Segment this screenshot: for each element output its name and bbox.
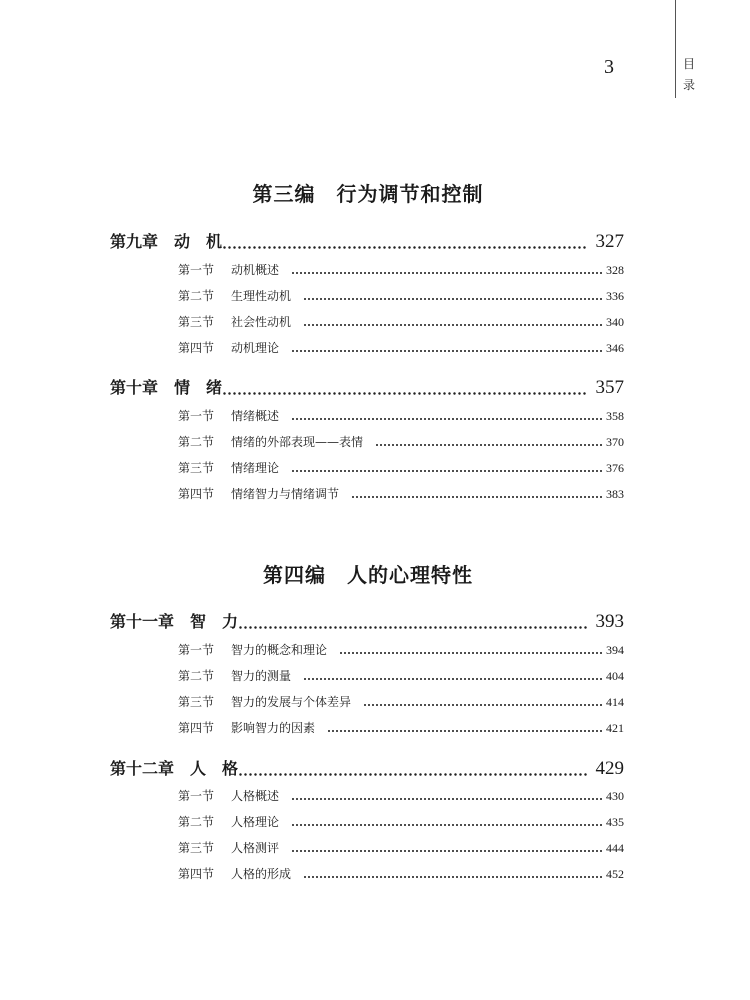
section-page-number: 452 [606, 867, 624, 881]
dot-leader [291, 459, 602, 477]
dot-leader [363, 693, 602, 711]
section-number: 第二节 [178, 669, 215, 683]
chapter-entry[interactable] [110, 609, 624, 635]
side-section-tab: 目录 [682, 57, 695, 92]
section-number: 第四节 [178, 487, 215, 501]
section-number: 第四节 [178, 341, 215, 355]
dot-leader [303, 313, 602, 331]
section-title: 智力的概念和理论 [231, 643, 328, 657]
section-entry[interactable] [178, 813, 624, 831]
chapter-number: 第十章 [110, 378, 159, 397]
chapter-title: 智 力 [190, 612, 239, 631]
section-title: 情绪智力与情绪调节 [231, 487, 340, 501]
dot-leader [238, 756, 587, 782]
dot-leader [303, 865, 602, 883]
section-entry[interactable] [178, 865, 624, 883]
dot-leader [351, 485, 602, 503]
chapter-page-number: 357 [595, 377, 624, 398]
section-entry[interactable] [178, 485, 624, 503]
section-title: 人格理论 [231, 815, 280, 829]
section-entry[interactable] [178, 641, 624, 659]
section-page-number: 404 [606, 669, 624, 683]
section-entry[interactable] [178, 313, 624, 331]
section-page-number: 346 [606, 341, 624, 355]
dot-leader [222, 229, 587, 255]
dot-leader [375, 433, 602, 451]
dot-leader [291, 813, 602, 831]
section-number: 第四节 [178, 721, 215, 735]
section-entry[interactable] [178, 339, 624, 357]
chapter-number: 第十二章 [110, 759, 175, 778]
section-page-number: 340 [606, 315, 624, 329]
section-title: 人格概述 [231, 789, 280, 803]
section-number: 第三节 [178, 315, 215, 329]
section-page-number: 435 [606, 815, 624, 829]
chapter-number: 第九章 [110, 232, 159, 251]
section-title: 情绪的外部表现——表情 [231, 435, 364, 449]
chapter-page-number: 393 [595, 611, 624, 632]
section-number: 第一节 [178, 643, 215, 657]
dot-leader [238, 609, 587, 635]
dot-leader [291, 261, 602, 279]
section-page-number: 394 [606, 643, 624, 657]
section-title: 动机概述 [231, 263, 280, 277]
section-entry[interactable] [178, 407, 624, 425]
section-page-number: 414 [606, 695, 624, 709]
section-title: 影响智力的因素 [231, 721, 316, 735]
chapter-number: 第十一章 [110, 612, 175, 631]
section-number: 第三节 [178, 695, 215, 709]
section-title: 动机理论 [231, 341, 280, 355]
section-page-number: 336 [606, 289, 624, 303]
dot-leader [291, 407, 602, 425]
section-page-number: 383 [606, 487, 624, 501]
chapter-entry[interactable] [110, 375, 624, 401]
section-title: 智力的测量 [231, 669, 292, 683]
section-entry[interactable] [178, 839, 624, 857]
section-number: 第一节 [178, 409, 215, 423]
section-title: 社会性动机 [231, 315, 292, 329]
section-page-number: 370 [606, 435, 624, 449]
section-page-number: 444 [606, 841, 624, 855]
section-entry[interactable] [178, 719, 624, 737]
chapter-entry[interactable] [110, 229, 624, 255]
section-entry[interactable] [178, 261, 624, 279]
chapter-title: 动 机 [174, 232, 223, 251]
section-entry[interactable] [178, 667, 624, 685]
chapter-entry[interactable] [110, 756, 624, 782]
section-number: 第三节 [178, 841, 215, 855]
section-title: 人格测评 [231, 841, 280, 855]
section-title: 人格的形成 [231, 867, 292, 881]
section-entry[interactable] [178, 433, 624, 451]
side-divider-line [675, 0, 676, 98]
section-page-number: 376 [606, 461, 624, 475]
section-number: 第一节 [178, 263, 215, 277]
dot-leader [291, 339, 602, 357]
chapter-title: 人 格 [190, 759, 239, 778]
dot-leader [303, 287, 602, 305]
section-entry[interactable] [178, 459, 624, 477]
part-title: 第三编 行为调节和控制 [252, 182, 484, 206]
section-page-number: 430 [606, 789, 624, 803]
dot-leader [291, 839, 602, 857]
section-number: 第二节 [178, 289, 215, 303]
section-page-number: 328 [606, 263, 624, 277]
section-title: 生理性动机 [231, 289, 292, 303]
section-number: 第二节 [178, 815, 215, 829]
section-entry[interactable] [178, 787, 624, 805]
section-entry[interactable] [178, 693, 624, 711]
chapter-page-number: 327 [595, 231, 624, 252]
section-number: 第一节 [178, 789, 215, 803]
dot-leader [291, 787, 602, 805]
section-title: 智力的发展与个体差异 [231, 695, 352, 709]
section-number: 第二节 [178, 435, 215, 449]
section-page-number: 421 [606, 721, 624, 735]
section-title: 情绪理论 [231, 461, 280, 475]
chapter-page-number: 429 [595, 758, 624, 779]
section-entry[interactable] [178, 287, 624, 305]
dot-leader [339, 641, 602, 659]
page-number: 3 [604, 56, 614, 78]
part-title: 第四编 人的心理特性 [263, 563, 473, 587]
dot-leader [327, 719, 602, 737]
section-title: 情绪概述 [231, 409, 280, 423]
section-page-number: 358 [606, 409, 624, 423]
section-number: 第三节 [178, 461, 215, 475]
dot-leader [303, 667, 602, 685]
chapter-title: 情 绪 [174, 378, 223, 397]
dot-leader [222, 375, 587, 401]
section-number: 第四节 [178, 867, 215, 881]
